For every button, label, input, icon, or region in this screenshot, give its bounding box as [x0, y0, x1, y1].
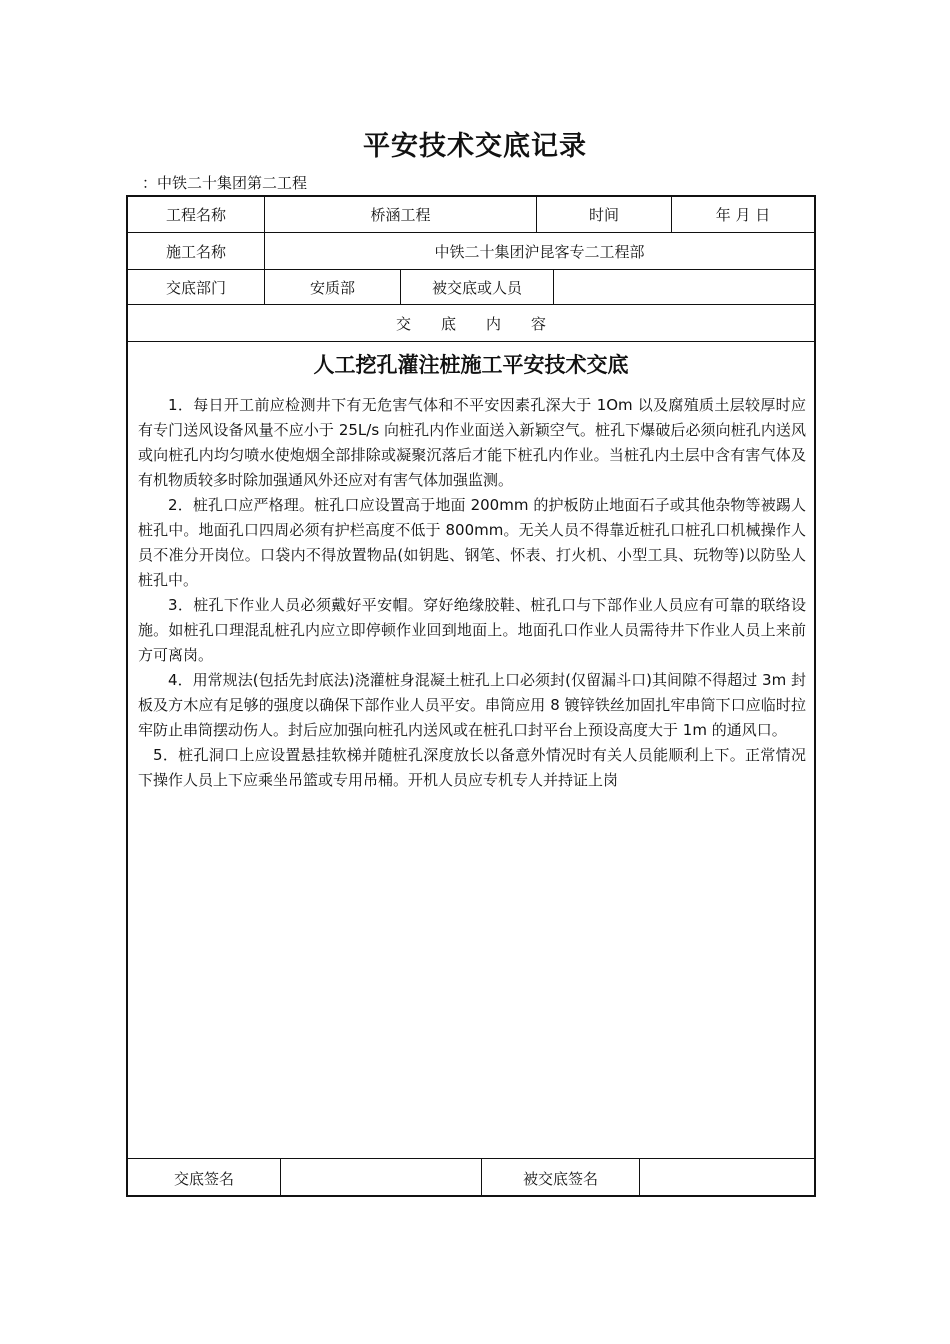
dept-value: 安质部 [264, 270, 400, 304]
row-project [128, 197, 814, 233]
unit-line: ：中铁二十集团第二工程 [142, 174, 308, 192]
record-table [126, 195, 816, 1197]
row-content-header [128, 305, 814, 342]
paragraph-1: 1．每日开工前应检测井下有无危害气体和不平安因素孔深大于 1Om 以及腐殖质土层较厚时应有专门送风设备风量不应小于 25L/s 向桩孔内作业面送入新颖空气。桩孔下爆破后必须向桩孔内送风或向桩孔内均匀喷水使炮烟全部排除或凝聚沉落后才能下桩孔内作业。当桩孔内土层中含有害气体及有机物质较多时除加强通风外还应对有害气体加强监测。 [138, 396, 806, 489]
receiver-sign-label: 被交底签名 [481, 1159, 639, 1197]
paragraph-5: 5．桩孔洞口上应设置悬挂软梯并随桩孔深度放长以备意外情况时有关人员能顺利上下。正常情况下操作人员上下应乘坐吊篮或专用吊桶。开机人员应专机专人并持证上岗 [138, 746, 806, 789]
row-signature [128, 1158, 814, 1197]
paragraph-2: 2．桩孔口应严格理。桩孔口应设置高于地面 200mm 的护板防止地面石子或其他杂物等被踢人桩孔中。地面孔口四周必须有护栏高度不低于 800mm。无关人员不得靠近桩孔口桩孔口机械操作人员不准分开岗位。口袋内不得放置物品(如钥匙、钢笔、怀表、打火机、小型工具、玩物等)以防坠人桩孔中。 [138, 496, 807, 589]
row-dept [128, 270, 814, 305]
recipient-label: 被交底或人员 [400, 270, 553, 304]
receiver-sign-value [639, 1159, 814, 1197]
row-construction [128, 233, 814, 270]
giver-sign-value [280, 1159, 481, 1197]
construction-name-value: 中铁二十集团沪昆客专二工程部 [264, 233, 814, 269]
dept-label: 交底部门 [165, 278, 226, 297]
content-header: 交 底 内 容 [395, 314, 546, 333]
project-name-label: 工程名称 [165, 206, 226, 224]
project-name-value: 桥涵工程 [264, 197, 536, 232]
recipient-value [553, 270, 814, 304]
time-label: 时间 [536, 197, 671, 232]
content-body [138, 393, 806, 793]
paragraph-3: 3．桩孔下作业人员必须戴好平安帽。穿好绝缘胶鞋、桩孔口与下部作业人员应有可靠的联络设施。如桩孔口理混乱桩孔内应立即停顿作业回到地面上。地面孔口作业人员需待井下作业人员上来前方可离岗。 [138, 596, 806, 664]
page-title: 平安技术交底记录 [363, 131, 587, 162]
content-title: 人工挖孔灌注桩施工平安技术交底 [313, 352, 629, 377]
paragraph-4: 4．用常规法(包括先封底法)浇灌桩身混凝土桩孔上口必须封(仅留漏斗口)其间隙不得超过 3m 封板及方木应有足够的强度以确保下部作业人员平安。串筒应用 8 镀锌铁丝加固扎牢串筒下口应临时拉牢防止串筒摆动伤人。封后应加强向桩孔内送风或在桩孔口封平台上预设高度大于 1m 的通风口。 [138, 671, 806, 739]
giver-sign-label: 交底签名 [173, 1169, 234, 1188]
time-value: 年 月 日 [671, 197, 814, 232]
construction-name-label: 施工名称 [165, 242, 226, 261]
